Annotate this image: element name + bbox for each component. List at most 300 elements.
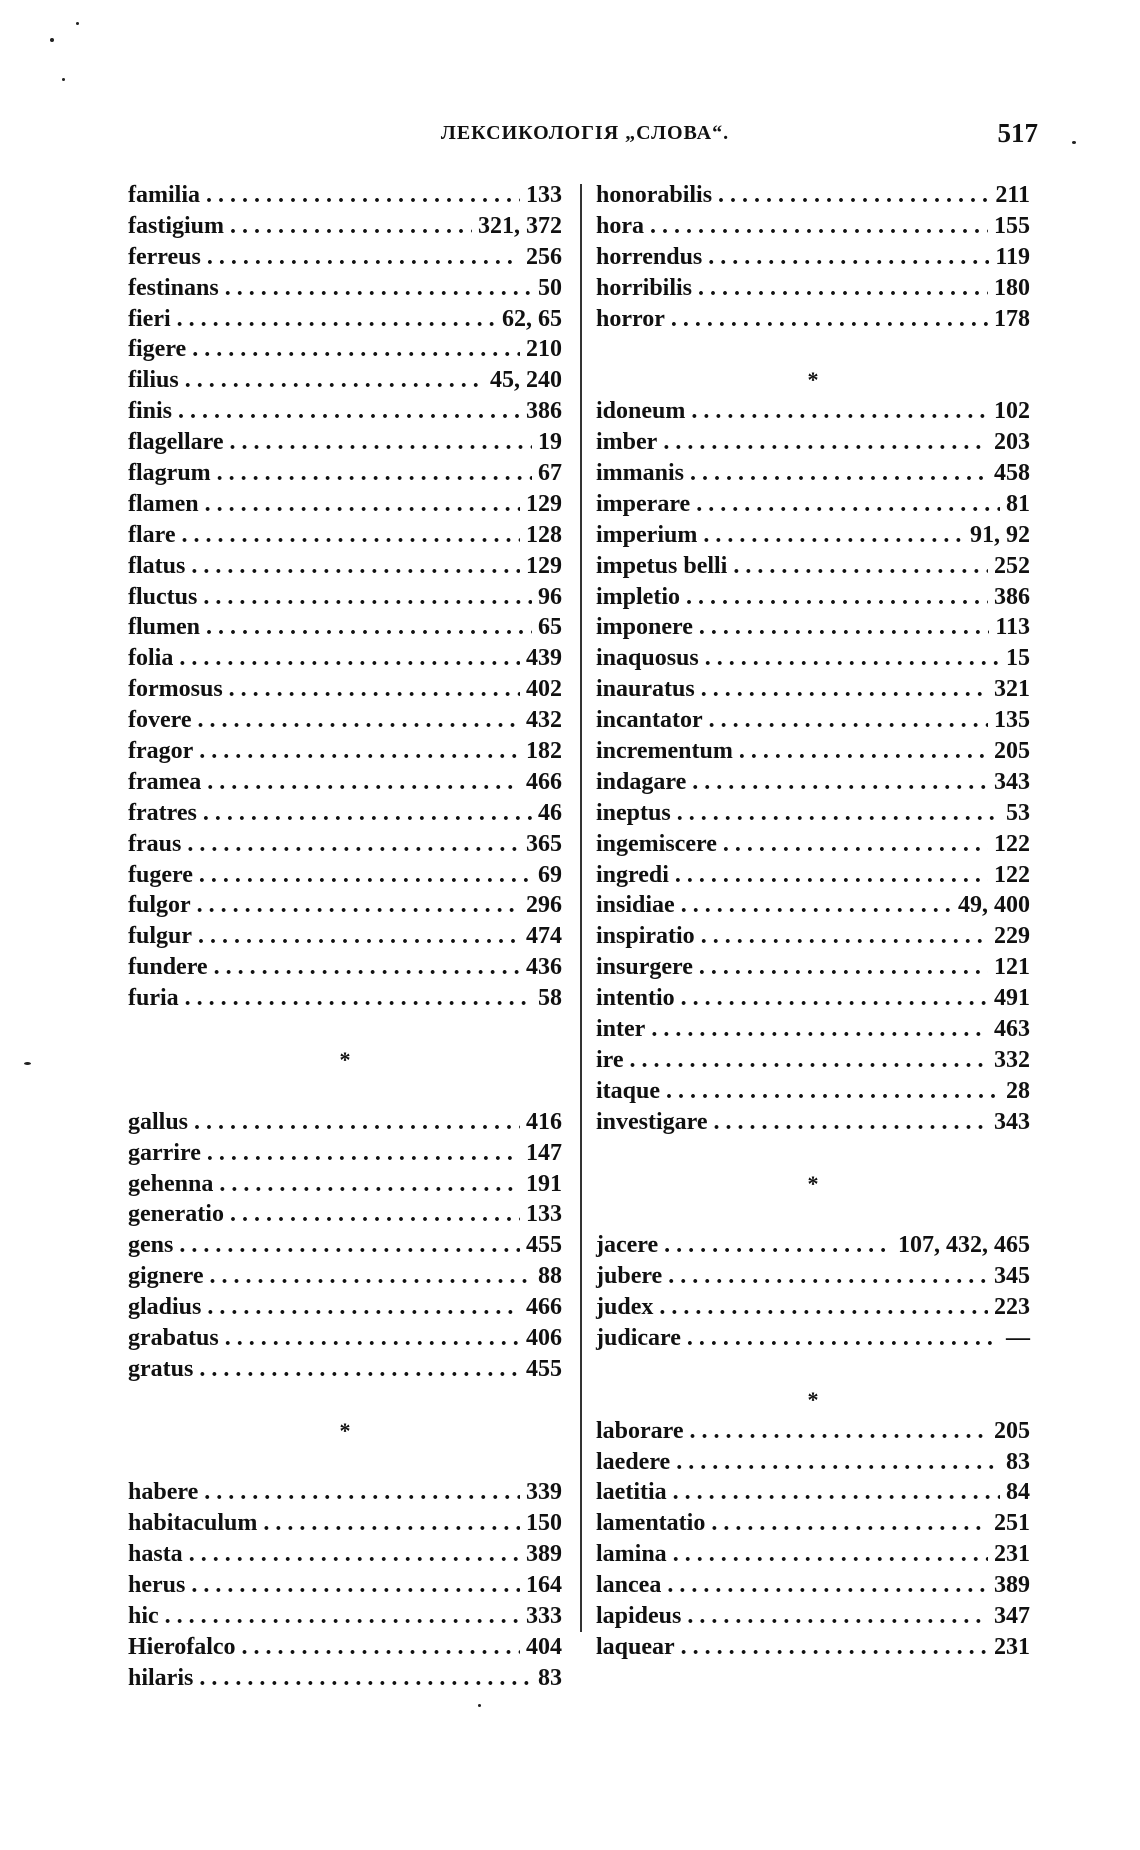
running-title: ЛЕКСИКОЛОГІЯ „СЛОВА“.: [440, 122, 730, 144]
index-entry: [596, 921, 1030, 952]
dot-leader: [676, 1447, 1000, 1478]
index-entry: [596, 458, 1030, 489]
entry-term: lancea: [596, 1572, 662, 1599]
index-entry: [596, 1261, 1030, 1292]
entry-page-refs: 191: [526, 1170, 562, 1197]
dot-leader: [630, 1045, 988, 1076]
entry-term: flare: [128, 521, 176, 548]
entry-page-refs: 128: [526, 521, 562, 548]
index-entry: [596, 1045, 1030, 1076]
entry-page-refs: 102: [994, 398, 1030, 425]
dot-leader: [681, 1632, 988, 1663]
dot-leader: [263, 1508, 520, 1539]
entry-term: flatus: [128, 552, 186, 579]
dot-leader: [197, 890, 520, 921]
dot-leader: [207, 767, 520, 798]
dot-leader: [198, 705, 520, 736]
entry-page-refs: 256: [526, 243, 562, 270]
dot-leader: [177, 304, 496, 335]
entry-term: fieri: [128, 305, 171, 332]
entry-term: inauratus: [596, 676, 695, 703]
entry-page-refs: 119: [995, 243, 1030, 270]
index-entry: [128, 180, 562, 211]
index-entry: [128, 736, 562, 767]
index-entry: [596, 427, 1030, 458]
dot-leader: [191, 1570, 520, 1601]
dot-leader: [675, 860, 988, 891]
entry-page-refs: 389: [526, 1541, 562, 1568]
dot-leader: [650, 211, 988, 242]
dot-leader: [673, 1477, 1000, 1508]
entry-page-refs: 296: [526, 892, 562, 919]
page-number: 517: [997, 118, 1038, 148]
entry-page-refs: 81: [1006, 490, 1030, 517]
entry-term: gehenna: [128, 1170, 214, 1197]
entry-page-refs: 88: [538, 1263, 562, 1290]
index-entry: [596, 798, 1030, 829]
entry-term: lamentatio: [596, 1510, 706, 1537]
entry-term: flagellare: [128, 429, 224, 456]
index-entry: [128, 1663, 562, 1694]
entry-term: formosus: [128, 676, 223, 703]
entry-term: filius: [128, 367, 179, 394]
entry-term: impletio: [596, 583, 680, 610]
dot-leader: [199, 860, 532, 891]
entry-page-refs: 96: [538, 583, 562, 610]
index-entry: [128, 365, 562, 396]
index-entry: [128, 1323, 562, 1354]
dot-leader: [207, 242, 520, 273]
entry-term: grabatus: [128, 1324, 219, 1351]
index-entry: [128, 1261, 562, 1292]
entry-term: horrendus: [596, 243, 703, 270]
index-entry: [128, 1539, 562, 1570]
entry-term: ineptus: [596, 799, 671, 826]
blank-line: [128, 1447, 562, 1478]
index-entry: [596, 1447, 1030, 1478]
dot-leader: [203, 582, 532, 613]
entry-term: horror: [596, 305, 665, 332]
entry-term: hora: [596, 212, 644, 239]
index-entry: [128, 396, 562, 427]
entry-page-refs: 107, 432, 465: [898, 1232, 1030, 1259]
entry-term: jubere: [596, 1263, 663, 1290]
dot-leader: [217, 458, 532, 489]
index-entry: [128, 643, 562, 674]
index-entry: [128, 1570, 562, 1601]
dot-leader: [698, 273, 988, 304]
entry-page-refs: 133: [526, 182, 562, 208]
entry-page-refs: 491: [994, 985, 1030, 1012]
index-entry: [596, 890, 1030, 921]
index-entry: [596, 829, 1030, 860]
index-entry: [128, 1138, 562, 1169]
entry-page-refs: 432: [526, 707, 562, 734]
dot-leader: [230, 427, 532, 458]
index-entry: [128, 551, 562, 582]
dot-leader: [699, 612, 989, 643]
dot-leader: [709, 705, 988, 736]
dot-leader: [733, 551, 988, 582]
entry-page-refs: 386: [994, 583, 1030, 610]
index-entry: [596, 1014, 1030, 1045]
blank-line: [596, 1354, 1030, 1385]
dot-leader: [708, 242, 989, 273]
entry-page-refs: 365: [526, 830, 562, 857]
index-entry: [596, 983, 1030, 1014]
dot-leader: [701, 921, 988, 952]
index-entry: [596, 242, 1030, 273]
entry-page-refs: 455: [526, 1355, 562, 1382]
section-separator-asterisk: *: [807, 1386, 819, 1412]
index-entry: [596, 211, 1030, 242]
dot-leader: [179, 643, 520, 674]
dot-leader: [681, 983, 988, 1014]
dot-leader: [199, 1663, 532, 1694]
entry-term: horribilis: [596, 274, 693, 301]
dot-leader: [210, 1261, 532, 1292]
entry-page-refs: 46: [538, 799, 562, 826]
index-entry: [596, 1601, 1030, 1632]
entry-page-refs: 135: [994, 707, 1030, 734]
index-entry: [128, 273, 562, 304]
index-entry: [128, 582, 562, 613]
dot-leader: [179, 1230, 520, 1261]
dot-leader: [178, 396, 520, 427]
index-entry: [128, 1199, 562, 1230]
entry-page-refs: 466: [526, 768, 562, 795]
index-entry: [128, 1107, 562, 1138]
entry-term: ire: [596, 1046, 624, 1073]
entry-page-refs: 210: [526, 336, 562, 363]
index-entry: [128, 829, 562, 860]
dot-leader: [242, 1632, 520, 1663]
entry-term: fovere: [128, 707, 192, 734]
section-separator-asterisk: *: [339, 1046, 351, 1072]
entry-page-refs: 178: [994, 305, 1030, 332]
index-entry: [128, 304, 562, 335]
dot-leader: [664, 1230, 892, 1261]
index-entry: [596, 1323, 1030, 1354]
dot-leader: [651, 1014, 988, 1045]
entry-term: furia: [128, 985, 179, 1012]
index-entry: [128, 767, 562, 798]
dot-leader: [205, 489, 520, 520]
entry-page-refs: 129: [526, 552, 562, 579]
index-entry: [128, 1477, 562, 1508]
blank-line: [596, 334, 1030, 365]
entry-page-refs: 386: [526, 398, 562, 425]
entry-page-refs: 150: [526, 1510, 562, 1537]
dot-leader: [165, 1601, 520, 1632]
entry-term: incrementum: [596, 738, 733, 765]
entry-page-refs: 203: [994, 429, 1030, 456]
entry-page-refs: 229: [994, 923, 1030, 950]
index-entry: [596, 520, 1030, 551]
index-entry: [596, 674, 1030, 705]
entry-page-refs: 231: [994, 1633, 1030, 1660]
entry-term: imperium: [596, 521, 698, 548]
entry-page-refs: 416: [526, 1108, 562, 1135]
dot-leader: [668, 1261, 988, 1292]
entry-page-refs: 455: [526, 1232, 562, 1259]
index-entry: [596, 1508, 1030, 1539]
entry-term: judex: [596, 1294, 654, 1321]
entry-page-refs: 389: [994, 1572, 1030, 1599]
section-separator-asterisk: *: [807, 1170, 819, 1196]
entry-term: ingredi: [596, 861, 669, 888]
index-entry: [596, 304, 1030, 335]
entry-term: flagrum: [128, 460, 211, 487]
entry-page-refs: 147: [526, 1139, 562, 1166]
index-entry: [128, 1632, 562, 1663]
section-separator-asterisk: *: [339, 1417, 351, 1443]
index-entry: [128, 1169, 562, 1200]
dot-leader: [739, 736, 988, 767]
dot-leader: [723, 829, 988, 860]
index-entry: [128, 860, 562, 891]
entry-term: framea: [128, 768, 202, 795]
entry-term: festinans: [128, 274, 219, 301]
entry-term: insidiae: [596, 892, 675, 919]
dot-leader: [687, 1601, 988, 1632]
entry-page-refs: 205: [994, 1417, 1030, 1444]
index-entry: [596, 489, 1030, 520]
entry-term: inaquosus: [596, 645, 699, 672]
entry-term: hasta: [128, 1541, 183, 1568]
dot-leader: [225, 273, 532, 304]
entry-term: fraus: [128, 830, 182, 857]
entry-page-refs: 113: [995, 614, 1030, 641]
dot-leader: [714, 1107, 988, 1138]
entry-page-refs: 205: [994, 738, 1030, 765]
entry-page-refs: 439: [526, 645, 562, 672]
entry-term: fundere: [128, 954, 208, 981]
index-entry: [596, 952, 1030, 983]
dot-leader: [230, 211, 472, 242]
entry-page-refs: 339: [526, 1479, 562, 1506]
entry-page-refs: 69: [538, 861, 562, 888]
entry-term: laedere: [596, 1448, 671, 1475]
entry-page-refs: 15: [1006, 645, 1030, 672]
dot-leader: [690, 1416, 988, 1447]
index-entry: [596, 1539, 1030, 1570]
entry-term: intentio: [596, 985, 675, 1012]
dot-leader: [703, 520, 964, 551]
index-entry: [596, 767, 1030, 798]
index-entry: [596, 736, 1030, 767]
entry-page-refs: 19: [538, 429, 562, 456]
blank-line: [128, 1014, 562, 1045]
index-entry: [596, 1230, 1030, 1261]
scan-speck: [1072, 141, 1076, 144]
dot-leader: [718, 180, 989, 211]
dot-leader: [691, 396, 988, 427]
entry-term: Hierofalco: [128, 1633, 236, 1660]
entry-term: herus: [128, 1572, 186, 1599]
entry-term: ingemiscere: [596, 830, 717, 857]
blank-line: [596, 1199, 1030, 1230]
entry-page-refs: 458: [994, 460, 1030, 487]
column-divider: [580, 184, 582, 1632]
entry-page-refs: 321: [994, 676, 1030, 703]
entry-page-refs: 50: [538, 274, 562, 301]
entry-term: laborare: [596, 1417, 684, 1444]
entry-term: impetus belli: [596, 552, 728, 579]
index-entry: [128, 334, 562, 365]
entry-page-refs: 223: [994, 1294, 1030, 1321]
entry-page-refs: 83: [1006, 1448, 1030, 1475]
entry-term: familia: [128, 182, 200, 208]
dot-leader: [206, 180, 520, 211]
index-entry: [128, 427, 562, 458]
dot-leader: [681, 890, 952, 921]
entry-page-refs: 182: [526, 738, 562, 765]
entry-term: gratus: [128, 1355, 194, 1382]
entry-page-refs: 53: [1006, 799, 1030, 826]
entry-page-refs: 84: [1006, 1479, 1030, 1506]
index-entry: [128, 1354, 562, 1385]
dot-leader: [659, 1292, 988, 1323]
entry-page-refs: 129: [526, 490, 562, 517]
dot-leader: [687, 1323, 1000, 1354]
entry-term: fulgor: [128, 892, 191, 919]
entry-page-refs: 466: [526, 1294, 562, 1321]
entry-term: fugere: [128, 861, 193, 888]
index-entry: [596, 1632, 1030, 1663]
dot-leader: [696, 489, 1000, 520]
entry-term: itaque: [596, 1077, 661, 1104]
entry-page-refs: 45, 240: [490, 367, 562, 394]
index-entry: [596, 396, 1030, 427]
entry-term: fratres: [128, 799, 197, 826]
dot-leader: [686, 582, 988, 613]
dot-leader: [185, 983, 532, 1014]
entry-term: fluctus: [128, 583, 198, 610]
entry-page-refs: 347: [994, 1602, 1030, 1629]
scan-speck: [478, 1704, 481, 1707]
dot-leader: [187, 829, 520, 860]
entry-term: fulgur: [128, 923, 193, 950]
dot-leader: [667, 1570, 988, 1601]
dot-leader: [199, 1354, 520, 1385]
entry-page-refs: 211: [995, 182, 1030, 208]
entry-term: flumen: [128, 614, 200, 641]
index-entry: [128, 1601, 562, 1632]
page-header: [130, 118, 1040, 154]
index-entry: [596, 705, 1030, 736]
entry-term: idoneum: [596, 398, 686, 425]
scan-speck: [24, 1062, 31, 1065]
dot-leader: [229, 674, 520, 705]
entry-term: laetitia: [596, 1479, 667, 1506]
entry-page-refs: 155: [994, 212, 1030, 239]
entry-term: lapideus: [596, 1602, 682, 1629]
entry-term: lamina: [596, 1541, 667, 1568]
entry-page-refs: 28: [1006, 1077, 1030, 1104]
entry-page-refs: 65: [538, 614, 562, 641]
entry-term: immanis: [596, 460, 685, 487]
entry-term: laquear: [596, 1633, 675, 1660]
index-entry: [128, 458, 562, 489]
dot-leader: [705, 643, 1000, 674]
entry-page-refs: 436: [526, 954, 562, 981]
index-entry: [128, 1508, 562, 1539]
entry-term: indagare: [596, 768, 687, 795]
entry-term: folia: [128, 645, 174, 672]
dot-leader: [225, 1323, 520, 1354]
entry-page-refs: 463: [994, 1016, 1030, 1043]
entry-page-refs: 251: [994, 1510, 1030, 1537]
entry-term: gallus: [128, 1108, 189, 1135]
dot-leader: [677, 798, 1000, 829]
index-entry: [128, 921, 562, 952]
index-entry: [128, 705, 562, 736]
scan-speck: [62, 78, 65, 81]
entry-page-refs: 404: [526, 1633, 562, 1660]
entry-page-refs: 343: [994, 1108, 1030, 1135]
entry-page-refs: 231: [994, 1541, 1030, 1568]
entry-page-refs: 91, 92: [970, 521, 1030, 548]
entry-page-refs: 164: [526, 1572, 562, 1599]
entry-term: judicare: [596, 1324, 681, 1351]
entry-page-refs: 345: [994, 1263, 1030, 1290]
dot-leader: [699, 952, 988, 983]
entry-page-refs: 58: [538, 985, 562, 1012]
entry-term: habitaculum: [128, 1510, 258, 1537]
entry-term: fastigium: [128, 212, 224, 239]
dot-leader: [198, 921, 520, 952]
index-entry: [596, 180, 1030, 211]
entry-term: fragor: [128, 738, 194, 765]
entry-page-refs: 122: [994, 830, 1030, 857]
index-entry: [128, 674, 562, 705]
dot-leader: [230, 1199, 520, 1230]
dot-leader: [189, 1539, 520, 1570]
index-entry: [596, 551, 1030, 582]
dot-leader: [663, 427, 988, 458]
dot-leader: [199, 736, 520, 767]
section-separator-asterisk: *: [807, 367, 819, 393]
dot-leader: [191, 551, 520, 582]
entry-term: garrire: [128, 1139, 201, 1166]
blank-line: [128, 1385, 562, 1416]
entry-term: finis: [128, 398, 173, 425]
index-column-right: [596, 180, 1030, 1663]
index-entry: [596, 643, 1030, 674]
entry-page-refs: 402: [526, 676, 562, 703]
dot-leader: [185, 365, 484, 396]
entry-term: flamen: [128, 490, 199, 517]
index-entry: [128, 1292, 562, 1323]
entry-term: gladius: [128, 1294, 202, 1321]
dot-leader: [182, 520, 520, 551]
dot-leader: [203, 798, 532, 829]
index-entry: [596, 1477, 1030, 1508]
entry-page-refs: 252: [994, 552, 1030, 579]
index-entry: [128, 242, 562, 273]
blank-line: [596, 1138, 1030, 1169]
entry-page-refs: 332: [994, 1046, 1030, 1073]
entry-page-refs: —: [1006, 1324, 1030, 1351]
dot-leader: [219, 1169, 520, 1200]
entry-term: imber: [596, 429, 658, 456]
dot-leader: [207, 1292, 520, 1323]
entry-page-refs: 406: [526, 1324, 562, 1351]
scan-speck: [76, 22, 79, 25]
dot-leader: [711, 1508, 988, 1539]
index-entry: [596, 1076, 1030, 1107]
